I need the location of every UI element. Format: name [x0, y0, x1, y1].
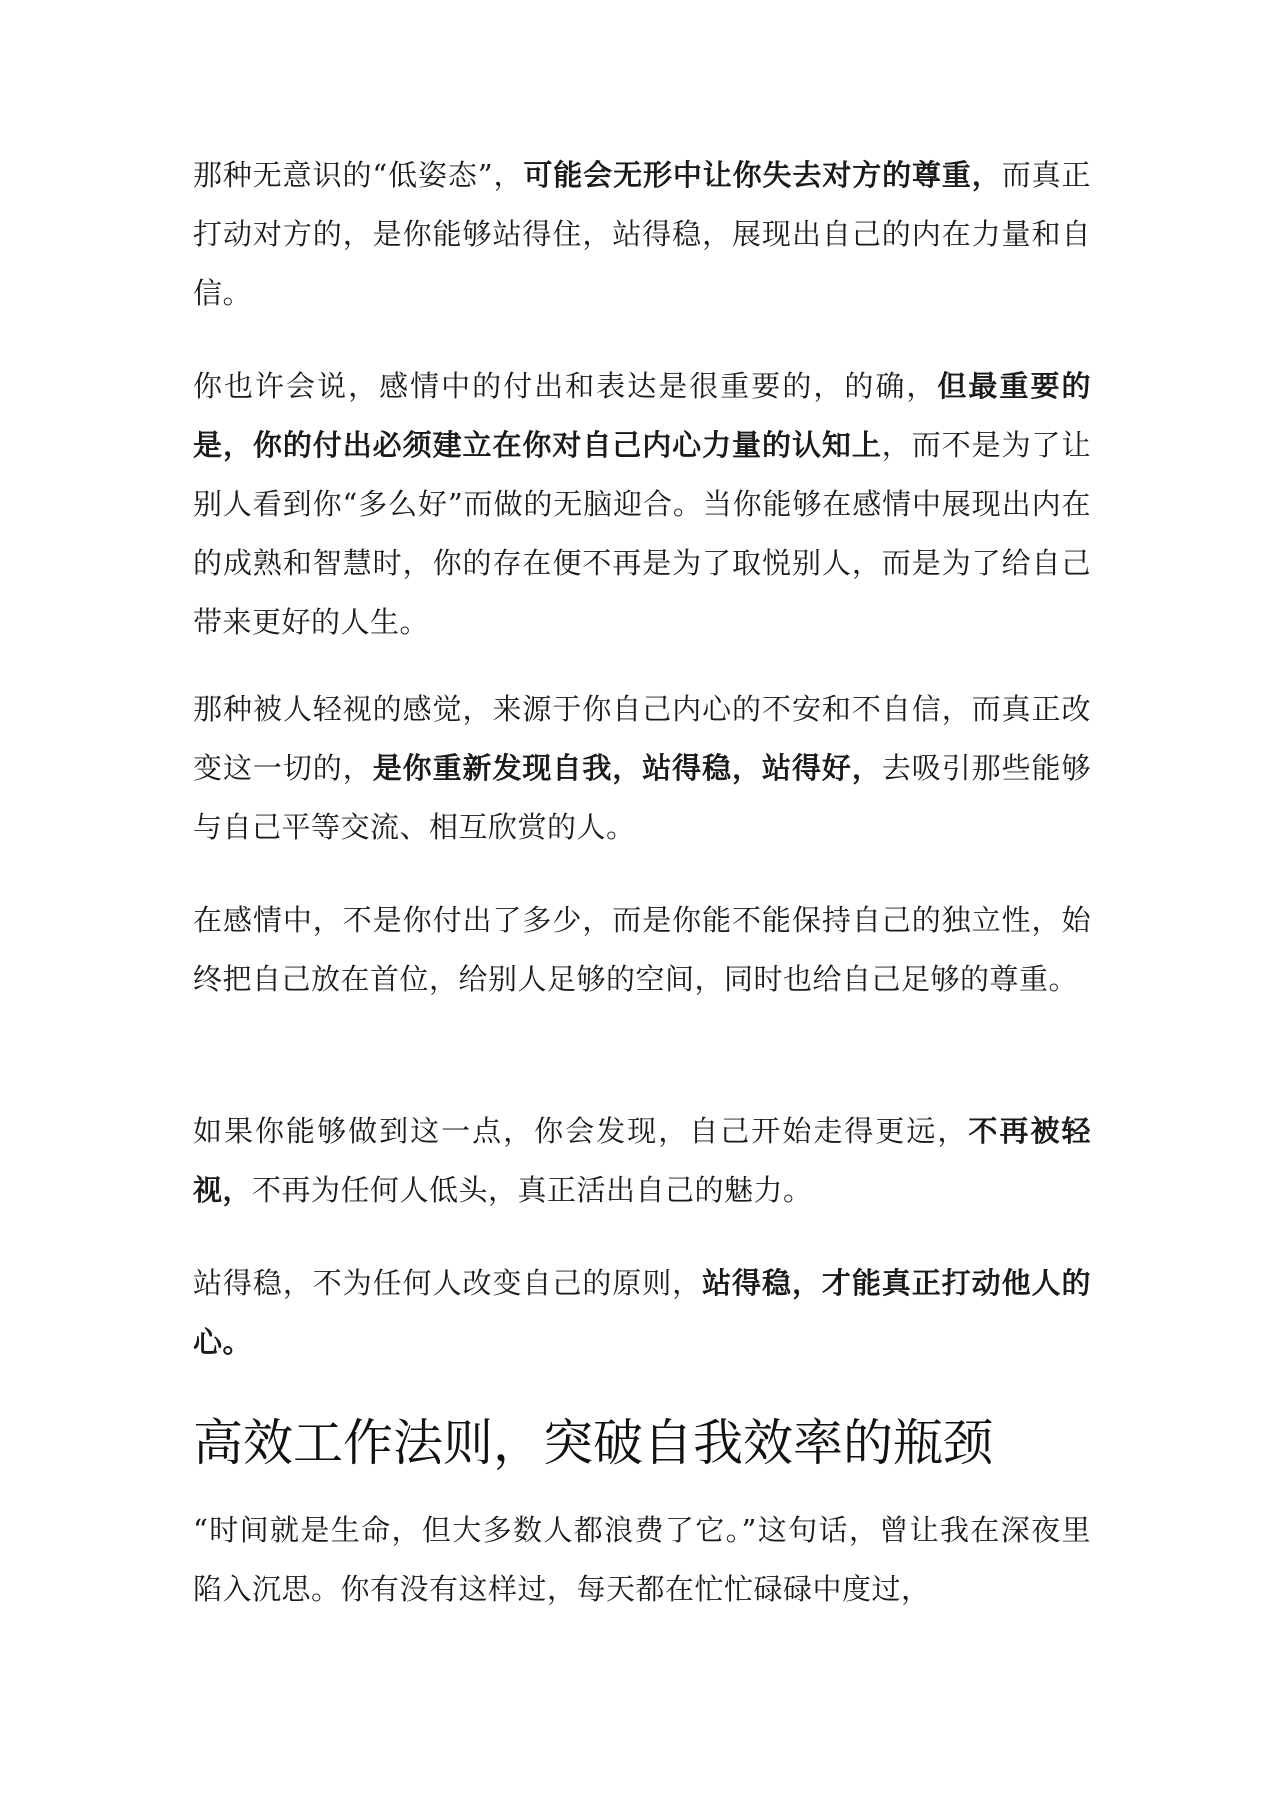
paragraph-3-text-2: 去吸引那些能够与自己平等交流、相互欣赏的人。	[193, 751, 1091, 844]
paragraph-1-bold-1: 可能会无形中让你失去对方的尊重，	[523, 158, 1002, 192]
paragraph-1	[193, 146, 1091, 323]
paragraph-4	[193, 891, 1091, 1009]
closing-paragraph-text-1: “时间就是生命，但大多数人都浪费了它。”这句话，曾让我在深夜里陷入沉思。你有没有这样过，每天都在忙忙碌碌中度过，	[193, 1513, 1091, 1606]
paragraph-4-text-1: 在感情中，不是你付出了多少，而是你能不能保持自己的独立性，始终把自己放在首位，给别人足够的空间，同时也给自己足够的尊重。	[193, 903, 1091, 996]
closing-paragraph	[193, 1501, 1091, 1619]
paragraph-6	[193, 1254, 1091, 1372]
paragraph-2-bold-1: 但最重要的是，你的付出必须建立在你对自己内心力量的认知上	[193, 369, 1091, 462]
paragraph-2-text-2: ，而不是为了让别人看到你“多么好”而做的无脑迎合。当你能够在感情中展现出内在的成熟和智慧时，你的存在便不再是为了取悦别人，而是为了给自己带来更好的人生。	[193, 428, 1091, 639]
paragraph-5-bold-1: 不再被轻视，	[193, 1114, 1091, 1207]
paragraph-3	[193, 680, 1091, 857]
paragraph-5-text-1: 如果你能够做到这一点，你会发现，自己开始走得更远，	[193, 1114, 969, 1148]
paragraph-1-text-1: 那种无意识的“低姿态”，	[193, 158, 524, 192]
paragraph-1-text-2: 而真正打动对方的，是你能够站得住，站得稳，展现出自己的内在力量和自信。	[193, 158, 1091, 310]
paragraph-3-bold-1: 是你重新发现自我，站得稳，站得好，	[372, 751, 882, 785]
paragraph-6-bold-1: 站得稳，才能真正打动他人的心。	[193, 1266, 1091, 1359]
paragraph-5-text-2: 不再为任何人低头，真正活出自己的魅力。	[252, 1173, 813, 1207]
section-heading: 高效工作法则，突破自我效率的瓶颈	[193, 1414, 993, 1472]
paragraph-2	[193, 357, 1091, 652]
paragraph-2-text-1: 你也许会说，感情中的付出和表达是很重要的，的确，	[193, 369, 938, 403]
paragraph-3-text-1: 那种被人轻视的感觉，来源于你自己内心的不安和不自信，而真正改变这一切的，	[193, 692, 1091, 785]
paragraph-5	[193, 1102, 1091, 1220]
paragraph-6-text-1: 站得稳，不为任何人改变自己的原则，	[193, 1266, 703, 1300]
